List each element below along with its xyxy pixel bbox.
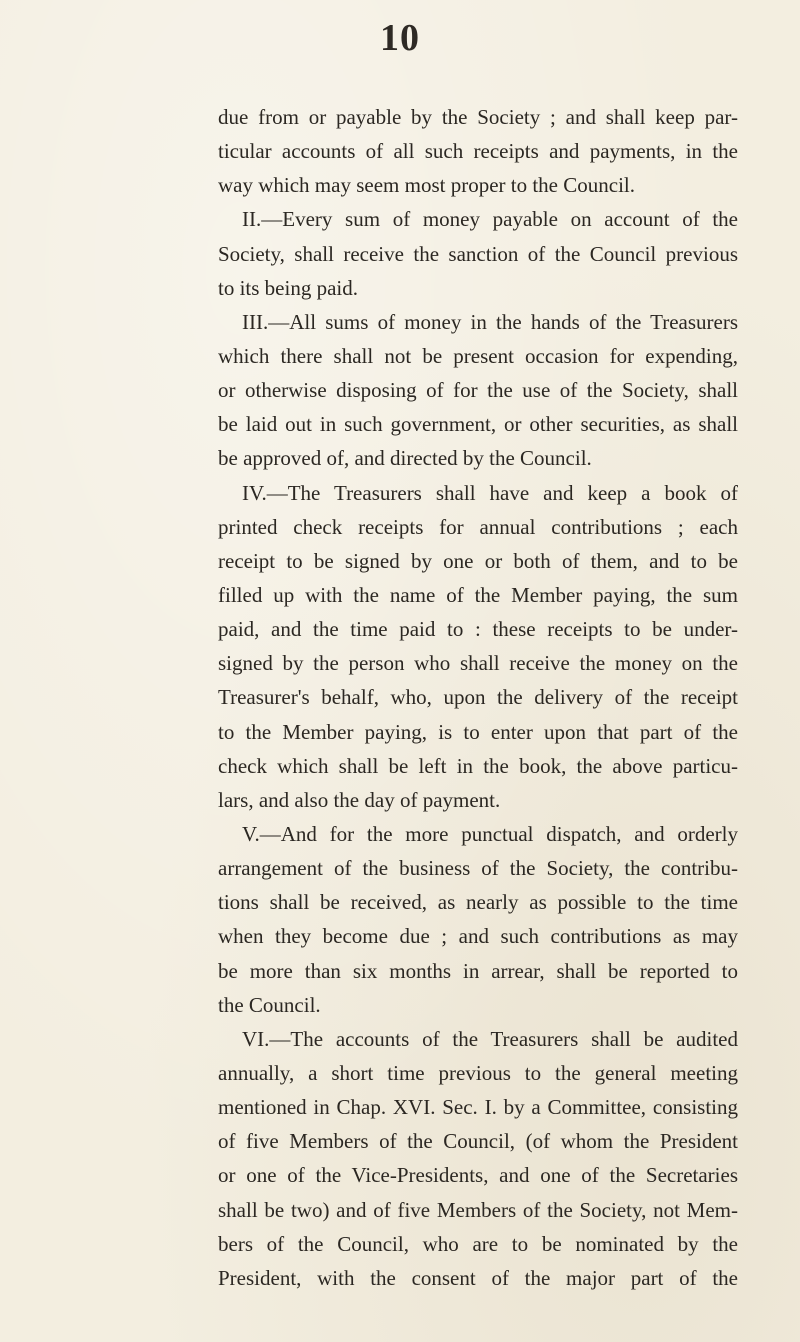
text-line: ticular accounts of all such receipts and payments, in the xyxy=(218,139,738,164)
text-line: tions shall be received, as nearly as possible to the time xyxy=(218,890,738,915)
text-line: to its being paid. xyxy=(218,275,358,300)
text-line: or otherwise disposing of for the use of the Society, shall xyxy=(218,378,738,403)
section-heading-line: IV.—The Treasurers shall have and keep a book of xyxy=(242,480,738,505)
text-line: way which may seem most proper to the Council. xyxy=(218,173,635,198)
text-line: annually, a short time previous to the general meeting xyxy=(218,1060,738,1085)
text-line: mentioned in Chap. XVI. Sec. I. by a Committee, consisting xyxy=(218,1095,738,1120)
text-line: check which shall be left in the book, the above particu- xyxy=(218,753,738,778)
text-line: be laid out in such government, or other securities, as shall xyxy=(218,412,738,437)
text-line: the Council. xyxy=(218,992,321,1017)
text-line: Society, shall receive the sanction of the Council previous xyxy=(218,241,738,266)
text-line: when they become due ; and such contributions as may xyxy=(218,924,738,949)
text-line: printed check receipts for annual contributions ; each xyxy=(218,514,738,539)
text-line: lars, and also the day of payment. xyxy=(218,787,501,812)
text-line: paid, and the time paid to : these receipts to be under- xyxy=(218,617,738,642)
text-line: which there shall not be present occasion for expending, xyxy=(218,343,738,368)
text-line: receipt to be signed by one or both of them, and to be xyxy=(218,548,738,573)
text-line: signed by the person who shall receive the money on the xyxy=(218,651,738,676)
section-heading-line: II.—Every sum of money payable on account of the xyxy=(242,207,738,232)
text-line: shall be two) and of five Members of the Society, not Mem- xyxy=(218,1197,738,1222)
text-line: bers of the Council, who are to be nominated by the xyxy=(218,1231,738,1256)
text-line: to the Member paying, is to enter upon that part of the xyxy=(218,719,738,744)
text-line: be more than six months in arrear, shall be reported to xyxy=(218,958,738,983)
section-heading-line: VI.—The accounts of the Treasurers shall be audited xyxy=(242,1026,738,1051)
text-line: be approved of, and directed by the Council. xyxy=(218,446,592,471)
text-line: due from or payable by the Society ; and shall keep par- xyxy=(218,105,738,129)
text-line: President, with the consent of the major part of the xyxy=(218,1265,738,1290)
text-line: arrangement of the business of the Society, the contribu- xyxy=(218,856,738,881)
section-heading-line: III.—All sums of money in the hands of the Treasurers xyxy=(242,309,738,334)
section-heading-line: V.—And for the more punctual dispatch, and orderly xyxy=(242,821,738,846)
text-line: filled up with the name of the Member paying, the sum xyxy=(218,582,738,607)
body-text xyxy=(218,100,738,1295)
text-line: of five Members of the Council, (of whom the President xyxy=(218,1129,738,1154)
text-line: Treasurer's behalf, who, upon the delivery of the receipt xyxy=(218,685,738,710)
text-line: or one of the Vice-Presidents, and one of the Secretaries xyxy=(218,1163,738,1188)
page-number: 10 xyxy=(380,17,420,59)
